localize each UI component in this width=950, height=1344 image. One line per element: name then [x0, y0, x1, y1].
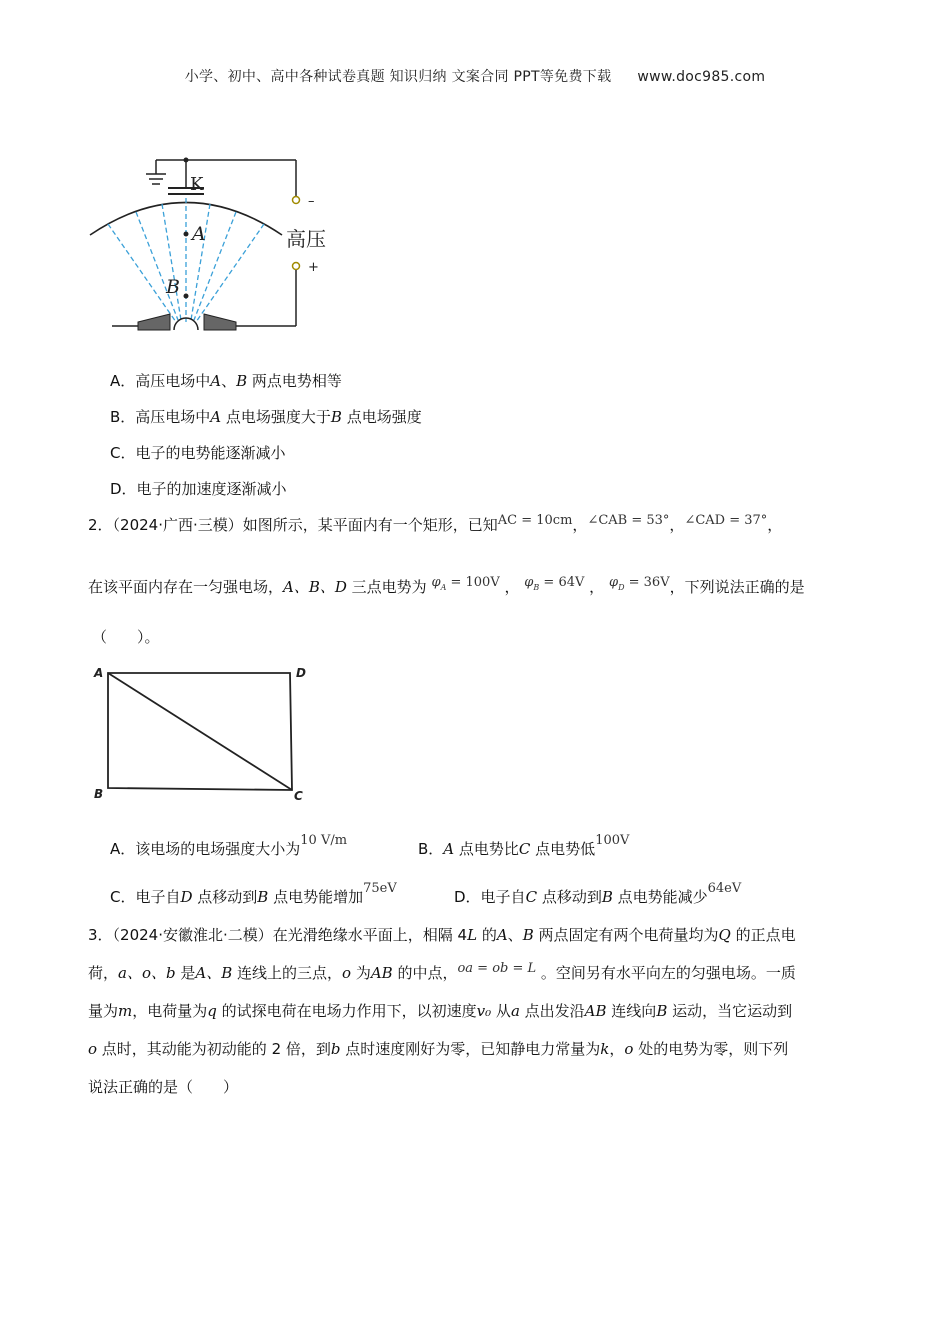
rect-b-label: B: [94, 787, 104, 801]
point-a-label: A: [192, 223, 206, 245]
rect-d-label: D: [296, 666, 306, 680]
header-text: 小学、初中、高中各种试卷真题 知识归纳 文案合同 PPT等免费下载: [184, 69, 612, 85]
field-lines: [108, 198, 264, 322]
high-voltage-diagram: [86, 150, 346, 340]
q2-stem-line3: （ ）。: [92, 628, 160, 646]
q2-option-a[interactable]: A．该电场的电场强度大小为10 V/m: [110, 833, 348, 858]
plus-terminal-label: +: [308, 260, 319, 275]
k-label: K: [190, 174, 204, 195]
q1-option-c[interactable]: C．电子的电势能逐渐减小: [110, 444, 286, 462]
q3-line2: 荷，a、o、b 是A、B 连线上的三点，o 为AB 的中点，oa = ob = L 。空间另有水平向左的匀强电场。一质: [88, 961, 796, 982]
q2-option-b[interactable]: B．A 点电势比C 点电势低100V: [418, 833, 630, 858]
q1-option-d[interactable]: D．电子的加速度逐渐减小: [110, 480, 287, 498]
point-b-label: B: [166, 276, 180, 298]
q2-option-c[interactable]: C．电子自D 点移动到B 点电势能增加75eV: [110, 881, 397, 906]
q2-option-d[interactable]: D．电子自C 点移动到B 点电势能减少64eV: [454, 881, 742, 906]
header-url: www.doc985.com: [637, 69, 766, 85]
q3-line5: 说法正确的是（ ）: [88, 1078, 239, 1096]
rect-c-label: C: [294, 789, 303, 803]
q2-stem-line1: 2．（2024·广西·三模）如图所示，某平面内有一个矩形，已知AC = 10cm，∠CAB = 53°，∠CAD = 37°，: [88, 513, 783, 534]
minus-terminal-label: –: [308, 194, 315, 209]
q1-option-b[interactable]: B．高压电场中A 点电场强度大于B 点电场强度: [110, 408, 422, 426]
q1-option-a[interactable]: A．高压电场中A、B 两点电势相等: [110, 372, 342, 390]
page-header: [0, 66, 950, 86]
high-voltage-label: 高压: [286, 227, 326, 251]
q3-line4: o 点时，其动能为初动能的 2 倍，到b 点时速度刚好为零，已知静电力常量为k，o 处的电势为零，则下列: [88, 1040, 789, 1058]
q3-line3: 量为m，电荷量为q 的试探电荷在电场力作用下，以初速度v₀ 从a 点出发沿AB 连线向B 运动，当它运动到: [88, 1002, 793, 1020]
q2-stem-line2: 在该平面内存在一匀强电场，A、B、D 三点电势为 $\varphi_A = 100V$ ， $\varphi_B = 64V$ ， $\varphi_D = 36V$，下列说法正确的是: [88, 575, 805, 596]
q3-line1: 3．（2024·安徽淮北·二模）在光滑绝缘水平面上，相隔 4L 的A、B 两点固定有两个电荷量均为Q 的正点电: [88, 926, 796, 944]
rect-a-label: A: [94, 666, 104, 680]
rectangle-diagram: [90, 660, 320, 810]
